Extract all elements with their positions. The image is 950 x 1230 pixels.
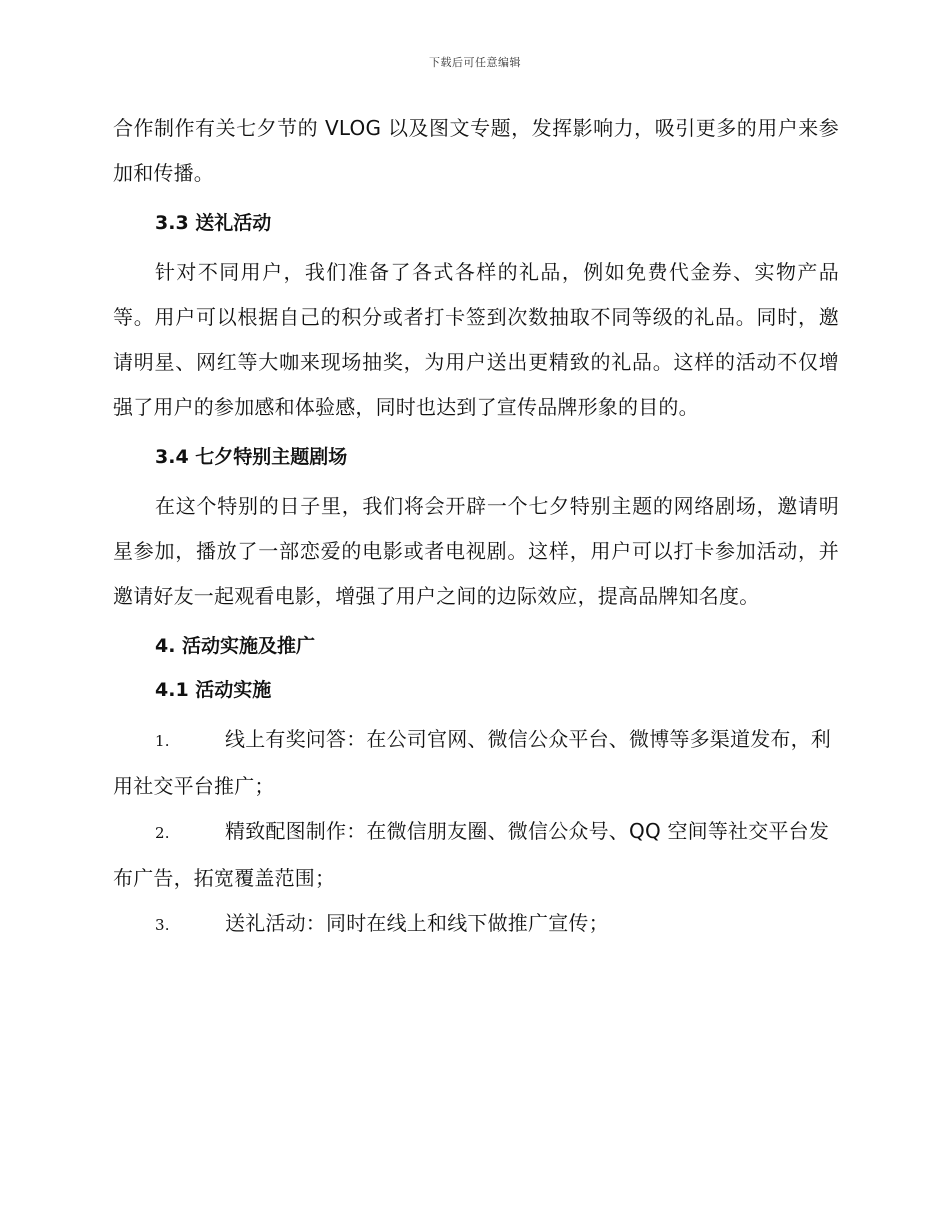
list-item-number: 3. (155, 916, 170, 934)
section-heading-3-3: 3.3 送礼活动 (155, 212, 272, 234)
list-item (113, 717, 839, 809)
paragraph-gift-activity: 针对不同用户，我们准备了各式各样的礼品，例如免费代金券、实物产品等。用户可以根据自己的积分或者打卡签到次数抽取不同等级的礼品。同时，邀请明星、网红等大咖来现场抽奖，为用户送出更精致的礼品。这样的活动不仅增强了用户的参加感和体验感，同时也达到了宣传品牌形象的目的。 (113, 260, 839, 419)
paragraph-theme-theater: 在这个特别的日子里，我们将会开辟一个七夕特别主题的网络剧场，邀请明星参加，播放了一部恋爱的电影或者电视剧。这样，用户可以打卡参加活动，并邀请好友一起观看电影，增强了用户之间的边际效应，提高品牌知名度。 (113, 494, 839, 608)
list-item (113, 809, 839, 901)
section-heading-4-1: 4.1 活动实施 (155, 679, 272, 701)
paragraph-vlog: 合作制作有关七夕节的 VLOG 以及图文专题，发挥影响力，吸引更多的用户来参加和传播。 (113, 116, 839, 185)
section-heading-3-4: 3.4 七夕特别主题剧场 (155, 446, 348, 468)
list-item-text: 精致配图制作：在微信朋友圈、微信公众号、QQ 空间等社交平台发布广告，拓宽覆盖范围； (113, 819, 830, 890)
list-item-text: 送礼活动：同时在线上和线下做推广宣传； (225, 911, 609, 935)
document-body (113, 106, 839, 948)
list-item-number: 2. (155, 824, 170, 842)
section-heading-4: 4. 活动实施及推广 (155, 635, 316, 657)
header-note: 下载后可任意编辑 (429, 56, 521, 69)
list-item-text: 线上有奖问答：在公司官网、微信公众平台、微博等多渠道发布，利用社交平台推广； (113, 727, 831, 798)
list-item-number: 1. (155, 732, 170, 750)
list-item (113, 901, 839, 948)
